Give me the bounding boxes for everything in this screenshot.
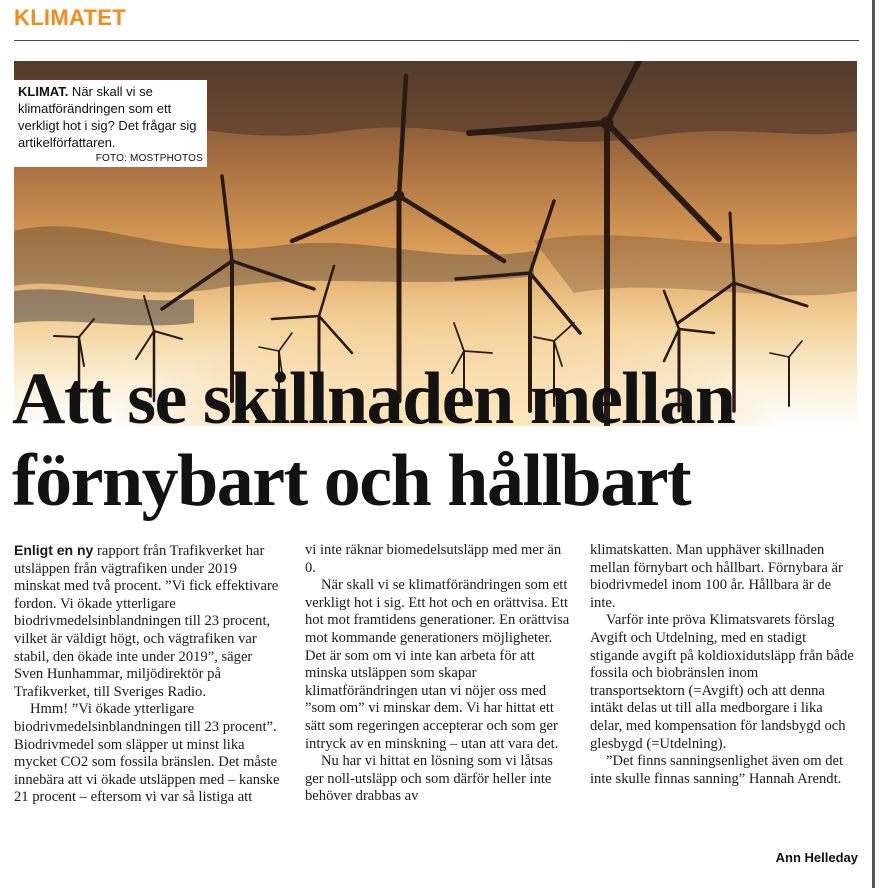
paragraph: När skall vi se klimatförändringen som ett verkligt hot i sig. Ett hot och en orättvisa. Ett hot mot framtidens generationer. En orättvisa mot kommande generationers möjligheter. Det är som om vi inte kan arbeta för att minska utsläppen som skapar klimatförändringen utan vi nöjer oss med ”som om” vi minskar dem. Vi har hittat ett sätt som regeringen accepterar och som ger intryck av en minskning – utan att vara det. [305, 577, 570, 752]
paragraph [14, 542, 282, 701]
paragraph: Nu har vi hittat en lösning som vi låtsas ger noll-utsläpp och som därför heller inte behöver drabbas av [305, 753, 553, 805]
paragraph: Hmm! ”Vi ökade ytterligare biodrivmedelsinblandningen till 23 procent”. Biodrivmedel som släpper ut minst lika mycket CO2 som fossila bränslen. Det måste innebära att vi ökade utsläppen med – kanske 21 procent – eftersom vi var så listiga att [14, 701, 280, 806]
section-label: KLIMATET [14, 5, 126, 30]
paragraph: ”Det finns sanningsenlighet även om det inte skulle finnas sanning” Hannah Arendt. [590, 753, 844, 787]
paragraph: Varför inte pröva Klimatsvarets förslag Avgift och Utdelning, med en stadigt stigande avgift på koldioxidutsläpp från både fossila och biobränslen inom transportsektorn (=Avgift) och att denna intäkt delas ut till alla medborgare i lika delar, med kompensation för landsbygd och glesbygd (=Utdelning). [590, 612, 854, 752]
lead-in: Enligt en ny [14, 542, 94, 558]
body-column-2 [305, 542, 573, 806]
caption-kicker: KLIMAT. [18, 84, 69, 99]
body-column-3 [590, 542, 856, 788]
header-rule [14, 40, 859, 41]
byline: Ann Helleday [775, 850, 858, 865]
body-column-1 [14, 542, 282, 807]
page-edge [872, 0, 875, 888]
paragraph: vi inte räknar biomedelsutsläpp med mer än 0. [305, 542, 562, 576]
photo-credit: FOTO: MOSTPHOTOS [95, 153, 203, 164]
caption-text: När skall vi se klimatförändringen som ett verkligt hot i sig? Det frågar sig artikelförfattaren. [18, 84, 197, 150]
headline-line-1: Att se skillnaden mellan [12, 358, 735, 440]
paragraph-text: rapport från Trafikverket har utsläppen från vägtrafiken under 2019 minskat med två procent. ”Vi fick effektivare fordon. Vi ökade ytterligare biodrivmedelsinblandningen till 23 procent, vilket är väldigt högt, och vägtrafiken var stabil, den ökade inte under 2019”, säger Sven Hunhammar, miljödirektör på Trafikverket, till Sveriges Radio. [14, 543, 279, 700]
headline-line-2: förnybart och hållbart [12, 440, 691, 522]
headline [12, 358, 862, 522]
paragraph: klimatskatten. Man upphäver skillnaden mellan förnybart och hållbart. Förnybara är biodrivmedel inom 100 år. Hållbara är de inte. [590, 542, 843, 611]
photo-caption [14, 80, 207, 167]
